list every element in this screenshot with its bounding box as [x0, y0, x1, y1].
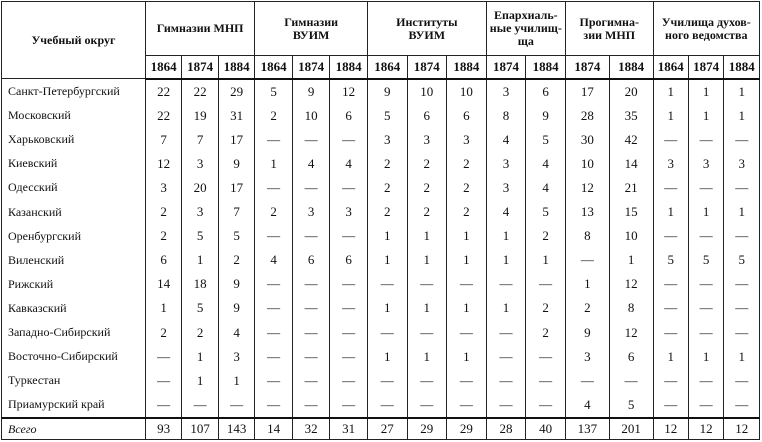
table-cell: — — [145, 393, 181, 418]
district-name: Харьковский — [2, 128, 146, 152]
table-cell: 3 — [292, 200, 330, 224]
table-cell: 1 — [688, 200, 723, 224]
total-cell: 29 — [447, 418, 487, 440]
table-cell: 4 — [218, 320, 255, 344]
table-cell: 2 — [407, 176, 447, 200]
district-name: Туркестан — [2, 369, 146, 393]
year-header: 1864 — [367, 56, 407, 79]
table-cell: 3 — [565, 345, 609, 369]
total-cell: 12 — [724, 418, 760, 440]
district-name: Рижский — [2, 272, 146, 296]
table-cell: 10 — [292, 104, 330, 128]
total-cell: 32 — [292, 418, 330, 440]
table-cell: 5 — [688, 248, 723, 272]
table-cell: — — [653, 296, 688, 320]
table-cell: — — [255, 320, 293, 344]
table-cell: 3 — [218, 345, 255, 369]
table-cell: — — [330, 345, 368, 369]
table-cell: — — [724, 369, 760, 393]
total-cell: 143 — [218, 418, 255, 440]
table-cell: 1 — [724, 104, 760, 128]
total-cell: 14 — [255, 418, 293, 440]
table-cell: 1 — [653, 200, 688, 224]
table-cell: 4 — [526, 176, 566, 200]
table-cell: — — [330, 369, 368, 393]
table-cell: 1 — [407, 345, 447, 369]
table-cell: 9 — [218, 272, 255, 296]
table-cell: 1 — [724, 79, 760, 104]
table-cell: — — [407, 272, 447, 296]
table-cell: — — [255, 345, 293, 369]
table-cell: 10 — [565, 152, 609, 176]
table-cell: — — [292, 393, 330, 418]
table-cell: — — [565, 248, 609, 272]
table-cell: 31 — [218, 104, 255, 128]
table-cell: 6 — [407, 104, 447, 128]
district-name: Восточно-Сибирский — [2, 345, 146, 369]
table-cell: 3 — [653, 152, 688, 176]
table-cell: 2 — [218, 248, 255, 272]
table-cell: — — [486, 393, 526, 418]
table-cell: — — [255, 224, 293, 248]
table-cell: 7 — [182, 128, 218, 152]
table-cell: 3 — [182, 200, 218, 224]
table-cell: 30 — [565, 128, 609, 152]
total-cell: 40 — [526, 418, 566, 440]
table-cell: 2 — [367, 176, 407, 200]
table-cell: 7 — [145, 128, 181, 152]
table-cell: 9 — [218, 152, 255, 176]
table-cell: — — [255, 128, 293, 152]
table-cell: 4 — [330, 152, 368, 176]
table-cell: — — [486, 272, 526, 296]
table-cell: 1 — [688, 79, 723, 104]
table-cell: 5 — [526, 200, 566, 224]
table-cell: 2 — [182, 320, 218, 344]
total-cell: 12 — [653, 418, 688, 440]
table-cell: — — [292, 369, 330, 393]
table-cell: 2 — [447, 176, 487, 200]
table-cell: 6 — [330, 104, 368, 128]
table-cell: — — [653, 224, 688, 248]
table-cell: 2 — [145, 224, 181, 248]
table-cell: — — [565, 369, 609, 393]
statistics-table — [1, 1, 760, 440]
table-cell: 1 — [688, 104, 723, 128]
table-cell: — — [653, 272, 688, 296]
table-cell: 1 — [486, 296, 526, 320]
table-cell: 5 — [218, 224, 255, 248]
table-cell: — — [407, 393, 447, 418]
table-cell: 21 — [609, 176, 653, 200]
table-row — [2, 104, 760, 128]
table-cell: — — [292, 320, 330, 344]
district-name: Санкт-Петербургский — [2, 79, 146, 104]
year-header: 1884 — [609, 56, 653, 79]
table-cell: — — [292, 128, 330, 152]
table-row — [2, 176, 760, 200]
table-cell: — — [182, 393, 218, 418]
table-cell: — — [486, 345, 526, 369]
table-cell: 20 — [182, 176, 218, 200]
table-cell: — — [688, 176, 723, 200]
table-cell: 1 — [367, 296, 407, 320]
table-cell: 5 — [653, 248, 688, 272]
table-cell: — — [526, 369, 566, 393]
table-cell: — — [292, 176, 330, 200]
table-cell: — — [688, 320, 723, 344]
table-cell: — — [218, 393, 255, 418]
table-cell: 9 — [367, 79, 407, 104]
table-cell: 2 — [407, 152, 447, 176]
table-cell: 1 — [688, 345, 723, 369]
table-cell: 1 — [407, 224, 447, 248]
district-name: Кавказский — [2, 296, 146, 320]
table-cell: 1 — [367, 345, 407, 369]
district-name: Западно-Сибирский — [2, 320, 146, 344]
table-cell: 2 — [565, 296, 609, 320]
table-cell: 22 — [145, 104, 181, 128]
table-cell: 1 — [724, 345, 760, 369]
total-row — [2, 418, 760, 440]
table-cell: 6 — [292, 248, 330, 272]
table-cell: 5 — [182, 296, 218, 320]
table-cell: — — [255, 296, 293, 320]
table-cell: 13 — [565, 200, 609, 224]
table-cell: 6 — [145, 248, 181, 272]
table-cell: — — [367, 369, 407, 393]
table-cell: — — [292, 272, 330, 296]
table-cell: 9 — [565, 320, 609, 344]
table-cell: — — [407, 320, 447, 344]
table-cell: — — [292, 224, 330, 248]
table-cell: 1 — [609, 248, 653, 272]
table-cell: 1 — [447, 345, 487, 369]
table-cell: 3 — [486, 79, 526, 104]
table-cell: 1 — [653, 104, 688, 128]
total-cell: 107 — [182, 418, 218, 440]
table-cell: 8 — [486, 104, 526, 128]
table-cell: 6 — [330, 248, 368, 272]
table-cell: 6 — [447, 104, 487, 128]
year-header: 1874 — [182, 56, 218, 79]
table-cell: — — [330, 393, 368, 418]
table-cell: 1 — [182, 248, 218, 272]
table-cell: — — [367, 320, 407, 344]
table-cell: 17 — [565, 79, 609, 104]
table-cell: 20 — [609, 79, 653, 104]
total-cell: 28 — [486, 418, 526, 440]
table-cell: 6 — [609, 345, 653, 369]
table-cell: — — [330, 128, 368, 152]
table-cell: — — [330, 176, 368, 200]
total-cell: 27 — [367, 418, 407, 440]
year-header: 1864 — [145, 56, 181, 79]
table-cell: 3 — [367, 128, 407, 152]
table-cell: 1 — [182, 369, 218, 393]
table-cell: — — [330, 296, 368, 320]
table-cell: — — [526, 345, 566, 369]
table-cell: — — [724, 393, 760, 418]
group-header: Училища духов- ного ведомства — [653, 2, 759, 56]
table-row — [2, 369, 760, 393]
table-cell: 1 — [407, 296, 447, 320]
table-cell: — — [330, 224, 368, 248]
table-cell: — — [255, 393, 293, 418]
table-cell: 5 — [724, 248, 760, 272]
table-cell: 22 — [145, 79, 181, 104]
table-cell: 1 — [145, 296, 181, 320]
table-cell: 28 — [565, 104, 609, 128]
year-header: 1884 — [447, 56, 487, 79]
district-name: Виленский — [2, 248, 146, 272]
table-row — [2, 296, 760, 320]
table-cell: — — [447, 320, 487, 344]
table-cell: — — [486, 320, 526, 344]
table-cell: 3 — [330, 200, 368, 224]
table-cell: 2 — [255, 104, 293, 128]
table-cell: 8 — [609, 296, 653, 320]
year-header: 1874 — [292, 56, 330, 79]
table-cell: 2 — [407, 200, 447, 224]
table-cell: 4 — [526, 152, 566, 176]
group-header: Гимназии МНП — [145, 2, 254, 56]
table-row — [2, 128, 760, 152]
table-cell: 2 — [526, 224, 566, 248]
table-cell: 4 — [486, 128, 526, 152]
year-header: 1874 — [565, 56, 609, 79]
table-cell: — — [330, 272, 368, 296]
table-cell: — — [688, 128, 723, 152]
table-cell: 3 — [182, 152, 218, 176]
table-cell: — — [653, 320, 688, 344]
table-cell: 9 — [292, 79, 330, 104]
table-cell: — — [526, 393, 566, 418]
table-row — [2, 200, 760, 224]
table-cell: 1 — [526, 248, 566, 272]
table-cell: 1 — [653, 345, 688, 369]
table-cell: — — [407, 369, 447, 393]
table-cell: — — [653, 393, 688, 418]
year-header: 1884 — [218, 56, 255, 79]
table-cell: 2 — [255, 200, 293, 224]
year-header: 1884 — [330, 56, 368, 79]
table-cell: 1 — [724, 200, 760, 224]
group-header: Институты ВУИМ — [367, 2, 486, 56]
table-cell: 2 — [526, 320, 566, 344]
year-header: 1874 — [486, 56, 526, 79]
table-cell: 15 — [609, 200, 653, 224]
district-name: Оренбургский — [2, 224, 146, 248]
table-row — [2, 152, 760, 176]
table-cell: 1 — [653, 79, 688, 104]
table-cell: 1 — [407, 248, 447, 272]
table-cell: — — [688, 224, 723, 248]
table-cell: — — [145, 345, 181, 369]
table-cell: 17 — [218, 128, 255, 152]
group-header: Гимназии ВУИМ — [255, 2, 368, 56]
district-name: Московский — [2, 104, 146, 128]
table-row — [2, 320, 760, 344]
table-cell: 42 — [609, 128, 653, 152]
table-cell: — — [292, 296, 330, 320]
table-cell: — — [724, 320, 760, 344]
table-cell: — — [255, 176, 293, 200]
table-cell: — — [724, 176, 760, 200]
table-cell: — — [653, 176, 688, 200]
table-cell: — — [688, 296, 723, 320]
district-name: Приамурский край — [2, 393, 146, 418]
table-cell: 3 — [486, 176, 526, 200]
table-cell: 35 — [609, 104, 653, 128]
table-cell: — — [653, 369, 688, 393]
total-cell: 93 — [145, 418, 181, 440]
table-cell: 2 — [367, 200, 407, 224]
table-cell: 2 — [367, 152, 407, 176]
table-row — [2, 272, 760, 296]
year-header: 1864 — [255, 56, 293, 79]
table-cell: 1 — [486, 224, 526, 248]
table-cell: — — [447, 393, 487, 418]
table-cell: 4 — [292, 152, 330, 176]
group-header: Прогимна- зии МНП — [565, 2, 653, 56]
group-header: Епархиаль- ные училищ- ща — [486, 2, 565, 56]
table-cell: 12 — [609, 320, 653, 344]
table-cell: 10 — [609, 224, 653, 248]
table-cell: 29 — [218, 79, 255, 104]
total-cell: 12 — [688, 418, 723, 440]
table-cell: — — [330, 320, 368, 344]
table-cell: 1 — [447, 296, 487, 320]
total-cell: 201 — [609, 418, 653, 440]
table-cell: — — [447, 369, 487, 393]
table-cell: 6 — [526, 79, 566, 104]
table-cell: 2 — [447, 152, 487, 176]
table-cell: 3 — [407, 128, 447, 152]
table-cell: 12 — [609, 272, 653, 296]
table-cell: 3 — [724, 152, 760, 176]
year-header: 1864 — [653, 56, 688, 79]
table-cell: 19 — [182, 104, 218, 128]
table-cell: 1 — [367, 248, 407, 272]
table-cell: — — [486, 369, 526, 393]
table-cell: 7 — [218, 200, 255, 224]
table-cell: 18 — [182, 272, 218, 296]
table-cell: 12 — [330, 79, 368, 104]
table-cell: — — [255, 369, 293, 393]
table-cell: — — [447, 272, 487, 296]
table-cell: 4 — [486, 200, 526, 224]
total-cell: 29 — [407, 418, 447, 440]
district-name: Киевский — [2, 152, 146, 176]
table-cell: 2 — [145, 200, 181, 224]
table-cell: — — [292, 345, 330, 369]
table-cell: 22 — [182, 79, 218, 104]
table-cell: 1 — [255, 152, 293, 176]
table-cell: 2 — [526, 296, 566, 320]
table-cell: 1 — [367, 224, 407, 248]
table-cell: 3 — [688, 152, 723, 176]
table-cell: 1 — [182, 345, 218, 369]
table-cell: 3 — [145, 176, 181, 200]
table-cell: 10 — [447, 79, 487, 104]
year-header: 1874 — [688, 56, 723, 79]
table-cell: 1 — [565, 272, 609, 296]
district-name: Казанский — [2, 200, 146, 224]
table-row — [2, 345, 760, 369]
table-cell: — — [688, 369, 723, 393]
table-cell: — — [367, 272, 407, 296]
table-row — [2, 393, 760, 418]
table-cell: 9 — [526, 104, 566, 128]
district-header: Учебный округ — [2, 2, 146, 79]
year-header: 1884 — [526, 56, 566, 79]
table-cell: — — [724, 272, 760, 296]
table-cell: — — [145, 369, 181, 393]
table-cell: — — [367, 393, 407, 418]
table-cell: 3 — [486, 152, 526, 176]
table-cell: 5 — [255, 79, 293, 104]
table-cell: 2 — [447, 200, 487, 224]
table-cell: — — [609, 369, 653, 393]
table-cell: 4 — [255, 248, 293, 272]
table-cell: — — [724, 296, 760, 320]
group-header-row — [2, 2, 760, 56]
table-cell: 1 — [447, 248, 487, 272]
table-cell: 1 — [447, 224, 487, 248]
total-cell: 31 — [330, 418, 368, 440]
total-cell: 137 — [565, 418, 609, 440]
table-cell: — — [688, 272, 723, 296]
table-cell: 8 — [565, 224, 609, 248]
table-cell: 12 — [565, 176, 609, 200]
table-cell: 9 — [218, 296, 255, 320]
table-cell: 4 — [565, 393, 609, 418]
table-cell: 5 — [182, 224, 218, 248]
table-row — [2, 79, 760, 104]
table-cell: — — [688, 393, 723, 418]
table-cell: — — [255, 272, 293, 296]
table-cell: 5 — [526, 128, 566, 152]
table-cell: 1 — [486, 248, 526, 272]
table-cell: 5 — [367, 104, 407, 128]
table-cell: 12 — [145, 152, 181, 176]
table-cell: 5 — [609, 393, 653, 418]
table-row — [2, 248, 760, 272]
table-cell: — — [724, 224, 760, 248]
table-cell: 3 — [447, 128, 487, 152]
table-row — [2, 224, 760, 248]
table-cell: — — [653, 128, 688, 152]
year-header: 1874 — [407, 56, 447, 79]
table-cell: — — [526, 272, 566, 296]
table-cell: 17 — [218, 176, 255, 200]
table-cell: 14 — [145, 272, 181, 296]
total-label: Всего — [2, 418, 146, 440]
table-cell: — — [724, 128, 760, 152]
table-cell: 2 — [145, 320, 181, 344]
table-cell: 14 — [609, 152, 653, 176]
table-cell: 1 — [218, 369, 255, 393]
year-header: 1884 — [724, 56, 760, 79]
district-name: Одесский — [2, 176, 146, 200]
table-cell: 10 — [407, 79, 447, 104]
